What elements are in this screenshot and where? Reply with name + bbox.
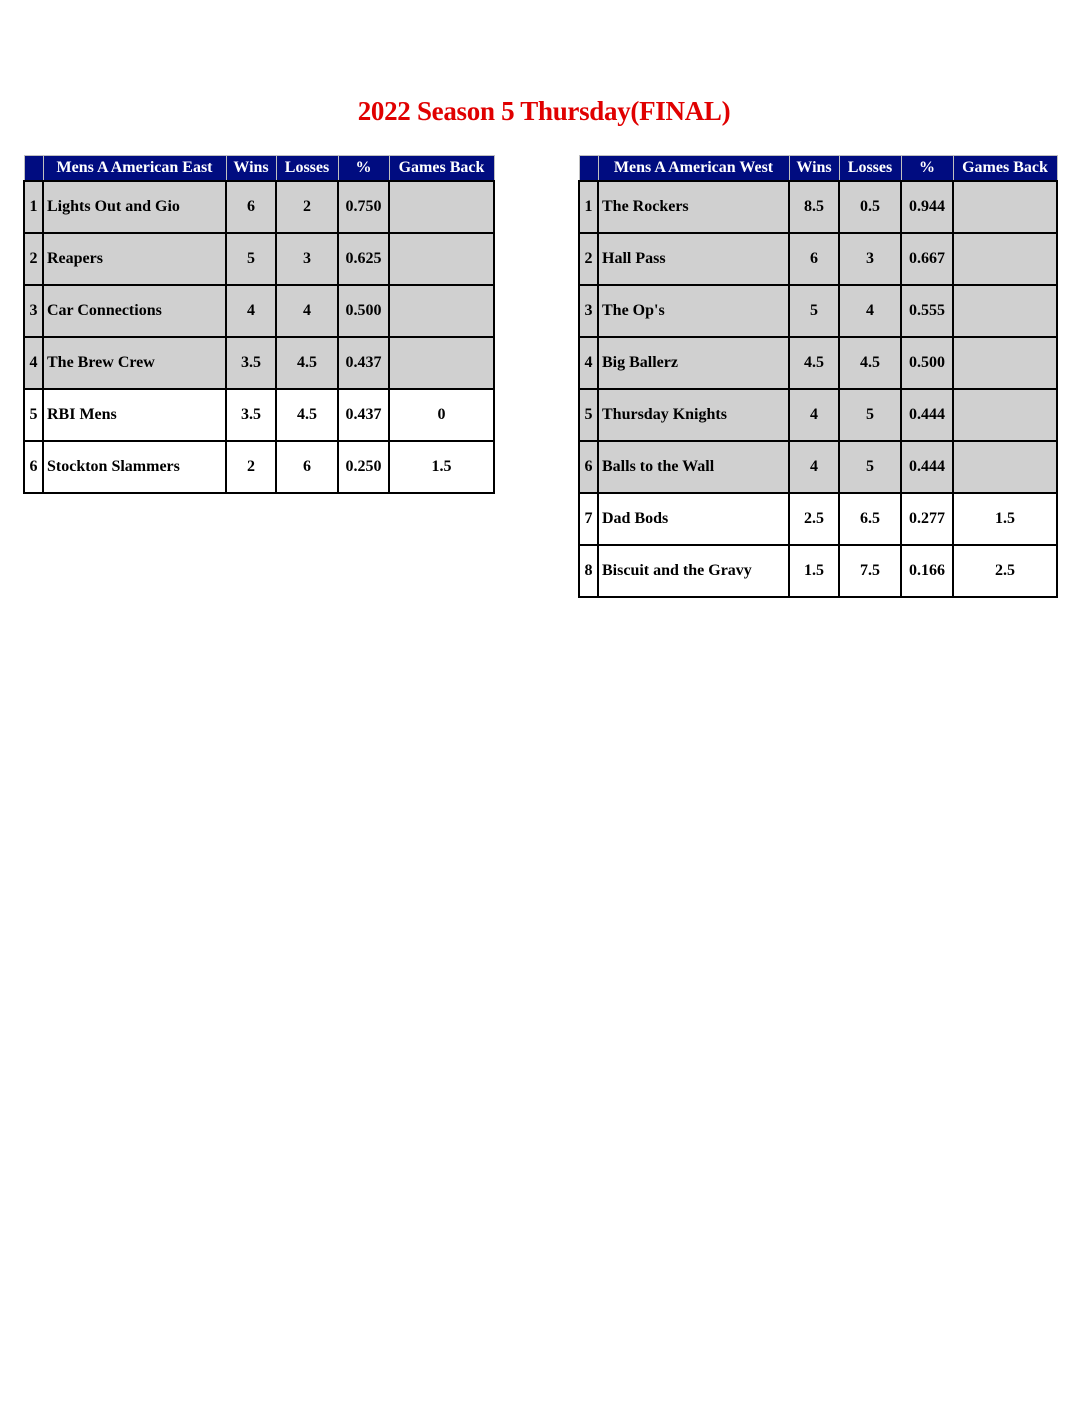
losses-cell: 3 <box>276 233 338 285</box>
rank-header <box>579 156 598 182</box>
games-back-cell <box>389 181 494 233</box>
pct-cell: 0.444 <box>901 441 953 493</box>
losses-cell: 4 <box>276 285 338 337</box>
team-name-cell: The Op's <box>598 285 789 337</box>
rank-cell: 1 <box>24 181 43 233</box>
wins-cell: 6 <box>789 233 839 285</box>
pct-cell: 0.625 <box>338 233 389 285</box>
games-back-cell: 0 <box>389 389 494 441</box>
wins-cell: 3.5 <box>226 337 276 389</box>
team-name-cell: Stockton Slammers <box>43 441 226 493</box>
games-back-cell <box>389 285 494 337</box>
games-back-header: Games Back <box>389 156 494 182</box>
team-name-cell: Dad Bods <box>598 493 789 545</box>
losses-cell: 0.5 <box>839 181 901 233</box>
team-name-cell: Hall Pass <box>598 233 789 285</box>
standings-row <box>24 441 494 493</box>
pct-cell: 0.555 <box>901 285 953 337</box>
rank-cell: 1 <box>579 181 598 233</box>
team-name-cell: The Brew Crew <box>43 337 226 389</box>
wins-cell: 8.5 <box>789 181 839 233</box>
wins-cell: 2 <box>226 441 276 493</box>
losses-cell: 5 <box>839 441 901 493</box>
games-back-cell <box>953 389 1057 441</box>
pct-cell: 0.437 <box>338 337 389 389</box>
standings-row <box>24 337 494 389</box>
losses-cell: 4.5 <box>839 337 901 389</box>
team-name-cell: RBI Mens <box>43 389 226 441</box>
losses-header: Losses <box>839 156 901 182</box>
rank-cell: 4 <box>579 337 598 389</box>
pct-header: % <box>901 156 953 182</box>
wins-cell: 1.5 <box>789 545 839 597</box>
standings-row <box>24 181 494 233</box>
rank-cell: 5 <box>579 389 598 441</box>
losses-cell: 7.5 <box>839 545 901 597</box>
standings-row <box>24 233 494 285</box>
pct-cell: 0.250 <box>338 441 389 493</box>
standings-row <box>579 233 1057 285</box>
pct-header: % <box>338 156 389 182</box>
rank-cell: 8 <box>579 545 598 597</box>
wins-header: Wins <box>226 156 276 182</box>
losses-cell: 5 <box>839 389 901 441</box>
wins-cell: 5 <box>226 233 276 285</box>
header-row <box>24 156 494 182</box>
team-name-cell: Biscuit and the Gravy <box>598 545 789 597</box>
rank-cell: 7 <box>579 493 598 545</box>
standings-row <box>579 389 1057 441</box>
pct-cell: 0.166 <box>901 545 953 597</box>
games-back-cell <box>953 233 1057 285</box>
standings-row <box>24 285 494 337</box>
losses-cell: 6.5 <box>839 493 901 545</box>
games-back-cell: 2.5 <box>953 545 1057 597</box>
rank-cell: 6 <box>579 441 598 493</box>
pct-cell: 0.437 <box>338 389 389 441</box>
team-name-cell: Car Connections <box>43 285 226 337</box>
rank-cell: 5 <box>24 389 43 441</box>
team-name-cell: Big Ballerz <box>598 337 789 389</box>
losses-cell: 2 <box>276 181 338 233</box>
losses-cell: 4.5 <box>276 389 338 441</box>
games-back-cell <box>953 337 1057 389</box>
games-back-cell: 1.5 <box>953 493 1057 545</box>
standings-row <box>579 441 1057 493</box>
rank-header <box>24 156 43 182</box>
wins-cell: 2.5 <box>789 493 839 545</box>
pct-cell: 0.500 <box>901 337 953 389</box>
pct-cell: 0.444 <box>901 389 953 441</box>
wins-header: Wins <box>789 156 839 182</box>
wins-cell: 4.5 <box>789 337 839 389</box>
division-header: Mens A American West <box>598 156 789 182</box>
standings-row <box>579 181 1057 233</box>
wins-cell: 5 <box>789 285 839 337</box>
team-name-cell: Balls to the Wall <box>598 441 789 493</box>
standings-row <box>24 389 494 441</box>
standings-row <box>579 337 1057 389</box>
games-back-cell <box>953 181 1057 233</box>
games-back-cell <box>953 285 1057 337</box>
games-back-cell: 1.5 <box>389 441 494 493</box>
wins-cell: 6 <box>226 181 276 233</box>
team-name-cell: Lights Out and Gio <box>43 181 226 233</box>
wins-cell: 4 <box>789 389 839 441</box>
pct-cell: 0.500 <box>338 285 389 337</box>
rank-cell: 2 <box>24 233 43 285</box>
wins-cell: 4 <box>789 441 839 493</box>
games-back-cell <box>389 233 494 285</box>
losses-header: Losses <box>276 156 338 182</box>
pct-cell: 0.667 <box>901 233 953 285</box>
standings-row <box>579 493 1057 545</box>
standings-row <box>579 285 1057 337</box>
pct-cell: 0.944 <box>901 181 953 233</box>
rank-cell: 6 <box>24 441 43 493</box>
games-back-cell <box>953 441 1057 493</box>
rank-cell: 3 <box>579 285 598 337</box>
rank-cell: 3 <box>24 285 43 337</box>
games-back-cell <box>389 337 494 389</box>
page-title: 2022 Season 5 Thursday(FINAL) <box>357 96 731 126</box>
team-name-cell: Reapers <box>43 233 226 285</box>
east-standings-table <box>23 155 495 494</box>
pct-cell: 0.750 <box>338 181 389 233</box>
standings-row <box>579 545 1057 597</box>
division-header: Mens A American East <box>43 156 226 182</box>
header-row <box>579 156 1057 182</box>
losses-cell: 6 <box>276 441 338 493</box>
rank-cell: 2 <box>579 233 598 285</box>
pct-cell: 0.277 <box>901 493 953 545</box>
wins-cell: 4 <box>226 285 276 337</box>
wins-cell: 3.5 <box>226 389 276 441</box>
rank-cell: 4 <box>24 337 43 389</box>
losses-cell: 4 <box>839 285 901 337</box>
team-name-cell: The Rockers <box>598 181 789 233</box>
team-name-cell: Thursday Knights <box>598 389 789 441</box>
games-back-header: Games Back <box>953 156 1057 182</box>
west-standings-table <box>578 155 1058 598</box>
losses-cell: 3 <box>839 233 901 285</box>
losses-cell: 4.5 <box>276 337 338 389</box>
